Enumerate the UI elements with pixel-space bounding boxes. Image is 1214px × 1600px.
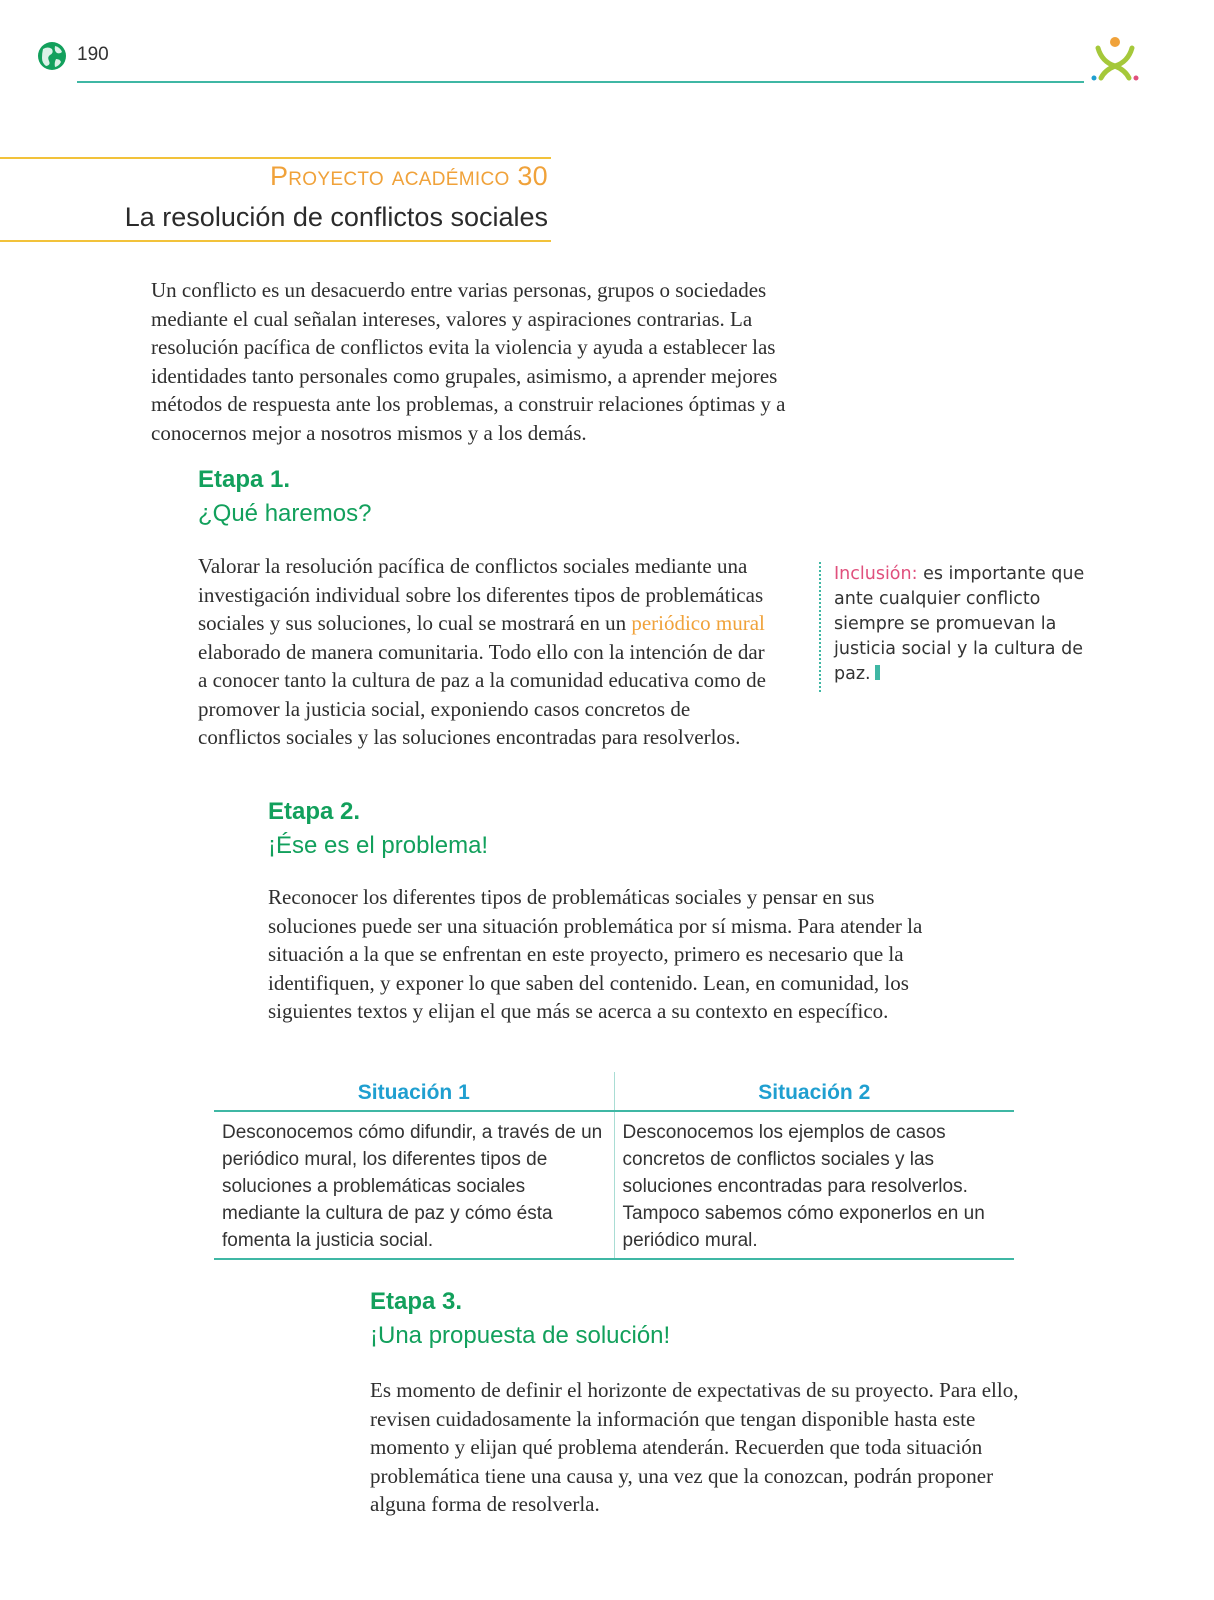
stage-1-text-before: Valorar la resolución pacífica de conflictos sociales mediante una investigación individual sobre los diferentes tipos de problemáticas sociales y sus soluciones, lo cual se mostrará en un xyxy=(198,554,764,635)
program-logo-icon xyxy=(1088,34,1142,86)
project-label: Proyecto académico 30 xyxy=(269,161,548,191)
intro-paragraph: Un conflicto es un desacuerdo entre varias personas, grupos o sociedades mediante el cual señalan intereses, valores y aspiraciones contrarias. La resolución pacífica de conflictos evita la violencia y ayuda a establecer las identidades tanto personales como grupales, asimismo, a aprender mejores métodos de respuesta ante los problemas, a construir relaciones óptimas y a conocernos mejor a nosotros mismos y a los demás. xyxy=(151,278,786,445)
globe-icon xyxy=(37,40,67,72)
inclusion-label: Inclusión: xyxy=(834,564,918,584)
page-number: 190 xyxy=(77,44,109,65)
end-mark xyxy=(875,665,880,680)
stage-1-highlight: periódico mural xyxy=(631,611,765,635)
stage-1-paragraph xyxy=(198,552,768,752)
stage-1-text-after: elaborado de manera comunitaria. Todo ello con la intención de dar a conocer tanto la cultura de paz a la comunidad educativa como de promover la justicia social, exponiendo casos concretos de conflictos sociales y las soluciones encontradas para resolverlos. xyxy=(198,639,766,749)
stage-2-subtitle: ¡Ése es el problema! xyxy=(268,832,489,859)
stage-1-subtitle: ¿Qué haremos? xyxy=(198,500,372,527)
situation-2-text: Desconocemos los ejemplos de casos concretos de conflictos sociales y las soluciones encontradas para resolverlos. Tampoco sabemos cómo exponerlos en un periódico mural. xyxy=(614,1111,1014,1259)
situations-table xyxy=(214,1072,1014,1260)
header-rule xyxy=(77,81,1084,83)
stage-1-number: Etapa 1. xyxy=(198,466,291,493)
situations-header-row xyxy=(214,1072,1014,1111)
stage-3-paragraph: Es momento de definir el horizonte de expectativas de su proyecto. Para ello, revisen cuidadosamente la información que tengan disponible hasta este momento y elijan qué problema atenderán. Recuerden que toda situación problemática tiene una causa y, una vez que la conozcan, podrán proponer alguna forma de resolverla. xyxy=(370,1378,1019,1516)
title-rule-bottom xyxy=(0,240,551,242)
title-rule-top xyxy=(0,157,551,159)
situation-1-text: Desconocemos cómo difundir, a través de un periódico mural, los diferentes tipos de soluciones a problemáticas sociales mediante la cultura de paz y cómo ésta fomenta la justicia social. xyxy=(214,1111,614,1259)
situation-1-header: Situación 1 xyxy=(214,1072,614,1111)
inclusion-note xyxy=(819,562,1099,692)
stage-3-number: Etapa 3. xyxy=(370,1288,463,1315)
situation-2-header: Situación 2 xyxy=(614,1072,1014,1111)
stage-2-number: Etapa 2. xyxy=(268,798,361,825)
inclusion-text: es importante que ante cualquier conflicto siempre se promuevan la justicia social y la cultura de paz. xyxy=(834,564,1085,684)
stage-3-subtitle: ¡Una propuesta de solución! xyxy=(370,1322,671,1349)
table-row xyxy=(214,1111,1014,1259)
stage-2-paragraph: Reconocer los diferentes tipos de problemáticas sociales y pensar en sus soluciones puede ser una situación problemática por sí misma. Para atender la situación a la que se enfrentan en este proyecto, primero es necesario que la identifiquen, y exponer lo que saben del contenido. Lean, en comunidad, los siguientes textos y elijan el que más se acerca a su contexto en específico. xyxy=(268,885,923,1023)
project-title: La resolución de conflictos sociales xyxy=(124,202,548,232)
